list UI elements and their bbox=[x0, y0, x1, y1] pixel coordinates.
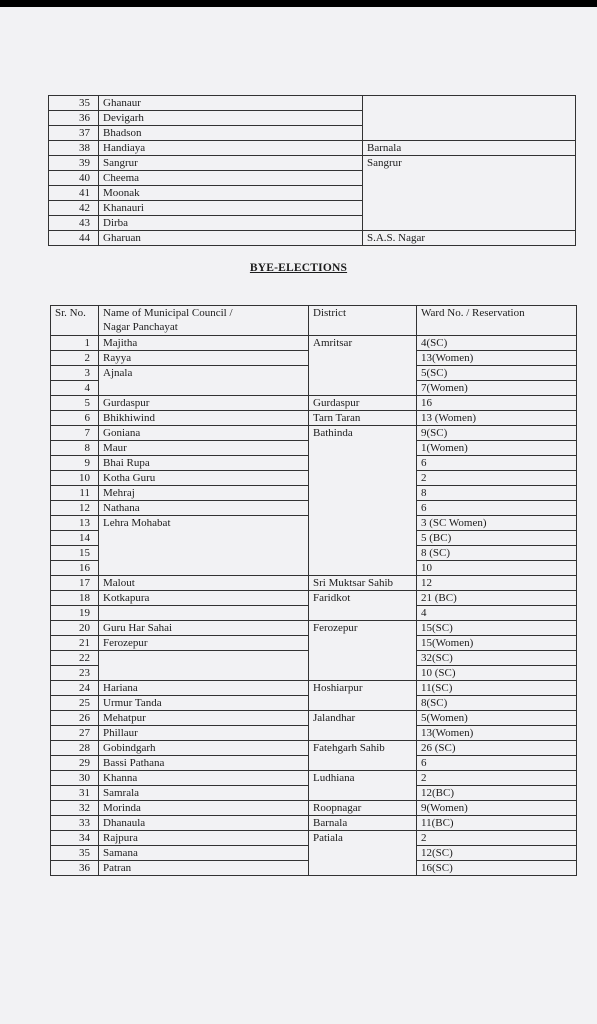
ward-reservation-cell: 2 bbox=[417, 771, 577, 786]
sr-no-cell: 12 bbox=[51, 501, 99, 516]
table-row bbox=[49, 96, 576, 111]
ward-reservation-cell: 3 (SC Women) bbox=[417, 516, 577, 531]
sr-no-cell: 18 bbox=[51, 591, 99, 606]
ward-reservation-cell: 12(BC) bbox=[417, 786, 577, 801]
sr-no-cell: 5 bbox=[51, 396, 99, 411]
council-name-cell: Kotha Guru bbox=[99, 471, 309, 486]
council-name-cell: Dhanaula bbox=[99, 816, 309, 831]
table-row bbox=[49, 141, 576, 156]
district-cell: Faridkot bbox=[309, 591, 417, 621]
sr-no-cell: 36 bbox=[49, 111, 99, 126]
ward-reservation-cell: 15(SC) bbox=[417, 621, 577, 636]
table-row bbox=[51, 621, 577, 636]
ward-reservation-cell: 9(SC) bbox=[417, 426, 577, 441]
council-name-cell: Lehra Mohabat bbox=[99, 516, 309, 576]
ward-reservation-cell: 1(Women) bbox=[417, 441, 577, 456]
sr-no-cell: 8 bbox=[51, 441, 99, 456]
table-row bbox=[51, 426, 577, 441]
sr-no-cell: 17 bbox=[51, 576, 99, 591]
ward-reservation-cell: 10 bbox=[417, 561, 577, 576]
ward-reservation-cell: 11(SC) bbox=[417, 681, 577, 696]
council-name-cell: Rayya bbox=[99, 351, 309, 366]
council-name-cell: Moonak bbox=[99, 186, 363, 201]
council-name-cell: Phillaur bbox=[99, 726, 309, 741]
sr-no-cell: 41 bbox=[49, 186, 99, 201]
sr-no-cell: 35 bbox=[51, 846, 99, 861]
ward-reservation-cell: 2 bbox=[417, 831, 577, 846]
ward-reservation-cell: 21 (BC) bbox=[417, 591, 577, 606]
ward-reservation-cell: 2 bbox=[417, 471, 577, 486]
sr-no-cell: 9 bbox=[51, 456, 99, 471]
council-name-cell bbox=[99, 651, 309, 681]
ward-reservation-cell: 6 bbox=[417, 756, 577, 771]
sr-no-cell: 11 bbox=[51, 486, 99, 501]
ward-reservation-cell: 26 (SC) bbox=[417, 741, 577, 756]
header-council-name-line2: Nagar Panchayat bbox=[103, 321, 178, 333]
council-name-cell: Ajnala bbox=[99, 366, 309, 396]
ward-reservation-cell: 13(Women) bbox=[417, 726, 577, 741]
table-header-row bbox=[51, 306, 577, 336]
sr-no-cell: 29 bbox=[51, 756, 99, 771]
sr-no-cell: 32 bbox=[51, 801, 99, 816]
table-row bbox=[51, 411, 577, 426]
sr-no-cell: 4 bbox=[51, 381, 99, 396]
council-name-cell: Bassi Pathana bbox=[99, 756, 309, 771]
sr-no-cell: 44 bbox=[49, 231, 99, 246]
sr-no-cell: 13 bbox=[51, 516, 99, 531]
council-name-cell: Dirba bbox=[99, 216, 363, 231]
council-name-cell: Nathana bbox=[99, 501, 309, 516]
council-name-cell: Gurdaspur bbox=[99, 396, 309, 411]
council-name-cell: Mehatpur bbox=[99, 711, 309, 726]
table-row bbox=[51, 801, 577, 816]
council-name-cell: Kotkapura bbox=[99, 591, 309, 606]
ward-reservation-cell: 32(SC) bbox=[417, 651, 577, 666]
sr-no-cell: 31 bbox=[51, 786, 99, 801]
table-row bbox=[51, 681, 577, 696]
council-name-cell: Samana bbox=[99, 846, 309, 861]
table-row bbox=[51, 741, 577, 756]
council-name-cell bbox=[99, 606, 309, 621]
council-name-cell: Patran bbox=[99, 861, 309, 876]
council-name-cell: Ferozepur bbox=[99, 636, 309, 651]
council-name-cell: Sangrur bbox=[99, 156, 363, 171]
sr-no-cell: 15 bbox=[51, 546, 99, 561]
sr-no-cell: 10 bbox=[51, 471, 99, 486]
council-name-cell: Maur bbox=[99, 441, 309, 456]
table-row bbox=[51, 711, 577, 726]
council-name-cell: Gharuan bbox=[99, 231, 363, 246]
sr-no-cell: 1 bbox=[51, 336, 99, 351]
sr-no-cell: 21 bbox=[51, 636, 99, 651]
bye-table-body bbox=[51, 336, 577, 876]
bye-elections-table bbox=[50, 305, 577, 876]
ward-reservation-cell: 7(Women) bbox=[417, 381, 577, 396]
sr-no-cell: 6 bbox=[51, 411, 99, 426]
district-cell: Roopnagar bbox=[309, 801, 417, 816]
ward-reservation-cell: 8(SC) bbox=[417, 696, 577, 711]
table-row bbox=[51, 816, 577, 831]
ward-reservation-cell: 8 (SC) bbox=[417, 546, 577, 561]
district-cell: Barnala bbox=[309, 816, 417, 831]
council-name-cell: Khanauri bbox=[99, 201, 363, 216]
sr-no-cell: 19 bbox=[51, 606, 99, 621]
sr-no-cell: 14 bbox=[51, 531, 99, 546]
ward-reservation-cell: 8 bbox=[417, 486, 577, 501]
district-cell: Ludhiana bbox=[309, 771, 417, 801]
council-name-cell: Goniana bbox=[99, 426, 309, 441]
ward-reservation-cell: 12(SC) bbox=[417, 846, 577, 861]
ward-reservation-cell: 5(Women) bbox=[417, 711, 577, 726]
sr-no-cell: 16 bbox=[51, 561, 99, 576]
ward-reservation-cell: 9(Women) bbox=[417, 801, 577, 816]
council-name-cell: Bhikhiwind bbox=[99, 411, 309, 426]
ward-reservation-cell: 13 (Women) bbox=[417, 411, 577, 426]
ward-reservation-cell: 6 bbox=[417, 501, 577, 516]
ward-reservation-cell: 11(BC) bbox=[417, 816, 577, 831]
district-cell: Ferozepur bbox=[309, 621, 417, 681]
table-row bbox=[51, 336, 577, 351]
district-cell: Sangrur bbox=[363, 156, 576, 231]
table-row bbox=[49, 231, 576, 246]
sr-no-cell: 30 bbox=[51, 771, 99, 786]
council-name-cell: Gobindgarh bbox=[99, 741, 309, 756]
header-sr-no: Sr. No. bbox=[51, 306, 99, 336]
council-name-cell: Morinda bbox=[99, 801, 309, 816]
sr-no-cell: 33 bbox=[51, 816, 99, 831]
council-name-cell: Urmur Tanda bbox=[99, 696, 309, 711]
sr-no-cell: 38 bbox=[49, 141, 99, 156]
council-name-cell: Mehraj bbox=[99, 486, 309, 501]
district-cell: Patiala bbox=[309, 831, 417, 876]
sr-no-cell: 3 bbox=[51, 366, 99, 381]
council-name-cell: Bhai Rupa bbox=[99, 456, 309, 471]
ward-reservation-cell: 16(SC) bbox=[417, 861, 577, 876]
ward-reservation-cell: 16 bbox=[417, 396, 577, 411]
sr-no-cell: 28 bbox=[51, 741, 99, 756]
sr-no-cell: 20 bbox=[51, 621, 99, 636]
council-name-cell: Rajpura bbox=[99, 831, 309, 846]
sr-no-cell: 39 bbox=[49, 156, 99, 171]
ward-reservation-cell: 5 (BC) bbox=[417, 531, 577, 546]
table-row bbox=[51, 591, 577, 606]
sr-no-cell: 24 bbox=[51, 681, 99, 696]
table-row bbox=[49, 156, 576, 171]
ward-reservation-cell: 10 (SC) bbox=[417, 666, 577, 681]
table-row bbox=[51, 576, 577, 591]
council-name-cell: Majitha bbox=[99, 336, 309, 351]
district-cell: S.A.S. Nagar bbox=[363, 231, 576, 246]
sr-no-cell: 43 bbox=[49, 216, 99, 231]
district-cell: Sri Muktsar Sahib bbox=[309, 576, 417, 591]
district-cell: Fatehgarh Sahib bbox=[309, 741, 417, 771]
sr-no-cell: 36 bbox=[51, 861, 99, 876]
sr-no-cell: 25 bbox=[51, 696, 99, 711]
council-name-cell: Cheema bbox=[99, 171, 363, 186]
sr-no-cell: 7 bbox=[51, 426, 99, 441]
district-cell: Barnala bbox=[363, 141, 576, 156]
council-name-cell: Samrala bbox=[99, 786, 309, 801]
council-name-cell: Malout bbox=[99, 576, 309, 591]
header-council-name bbox=[99, 306, 309, 336]
ward-reservation-cell: 15(Women) bbox=[417, 636, 577, 651]
ward-reservation-cell: 5(SC) bbox=[417, 366, 577, 381]
ward-reservation-cell: 4 bbox=[417, 606, 577, 621]
sr-no-cell: 2 bbox=[51, 351, 99, 366]
sr-no-cell: 37 bbox=[49, 126, 99, 141]
ward-reservation-cell: 12 bbox=[417, 576, 577, 591]
header-council-name-line1: Name of Municipal Council / bbox=[103, 307, 233, 319]
ward-reservation-cell: 6 bbox=[417, 456, 577, 471]
district-cell: Gurdaspur bbox=[309, 396, 417, 411]
council-name-cell: Khanna bbox=[99, 771, 309, 786]
sr-no-cell: 27 bbox=[51, 726, 99, 741]
sr-no-cell: 34 bbox=[51, 831, 99, 846]
district-cell bbox=[363, 96, 576, 141]
district-cell: Hoshiarpur bbox=[309, 681, 417, 711]
sr-no-cell: 23 bbox=[51, 666, 99, 681]
council-name-cell: Hariana bbox=[99, 681, 309, 696]
bye-elections-heading: BYE-ELECTIONS bbox=[249, 262, 348, 274]
district-cell: Tarn Taran bbox=[309, 411, 417, 426]
table-row bbox=[51, 396, 577, 411]
district-cell: Bathinda bbox=[309, 426, 417, 576]
sr-no-cell: 40 bbox=[49, 171, 99, 186]
district-cell: Jalandhar bbox=[309, 711, 417, 741]
council-name-cell: Bhadson bbox=[99, 126, 363, 141]
council-name-cell: Ghanaur bbox=[99, 96, 363, 111]
table-row bbox=[51, 831, 577, 846]
ward-reservation-cell: 4(SC) bbox=[417, 336, 577, 351]
header-district: District bbox=[309, 306, 417, 336]
sr-no-cell: 22 bbox=[51, 651, 99, 666]
council-name-cell: Devigarh bbox=[99, 111, 363, 126]
table-row bbox=[51, 771, 577, 786]
top-edge-bar bbox=[0, 0, 597, 7]
header-ward: Ward No. / Reservation bbox=[417, 306, 577, 336]
ward-reservation-cell: 13(Women) bbox=[417, 351, 577, 366]
continued-council-table bbox=[48, 95, 576, 246]
sr-no-cell: 42 bbox=[49, 201, 99, 216]
council-name-cell: Handiaya bbox=[99, 141, 363, 156]
district-cell: Amritsar bbox=[309, 336, 417, 396]
sr-no-cell: 35 bbox=[49, 96, 99, 111]
council-name-cell: Guru Har Sahai bbox=[99, 621, 309, 636]
sr-no-cell: 26 bbox=[51, 711, 99, 726]
